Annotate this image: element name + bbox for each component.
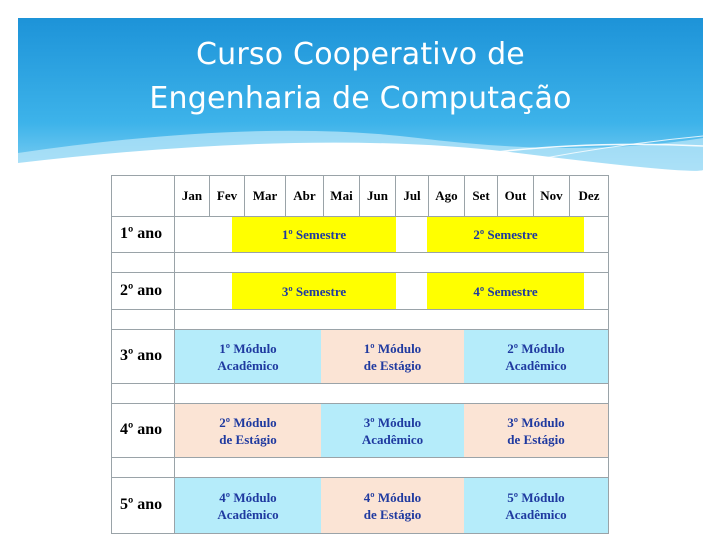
year-label: 4º ano [120, 421, 163, 438]
module-type: Acadêmico [217, 357, 279, 373]
month-header: Nov [533, 176, 569, 216]
academic-module-block [464, 478, 608, 533]
row-divider [112, 383, 608, 384]
module-title: 2º Módulo [507, 340, 565, 356]
internship-module-block [464, 404, 608, 457]
module-type: de Estágio [507, 431, 565, 447]
year-label: 2º ano [120, 281, 163, 299]
academic-module-block [464, 330, 608, 383]
module-title: 4º Módulo [219, 489, 277, 505]
module-type: Acadêmico [217, 506, 279, 522]
title-line-1: Curso Cooperativo de [196, 37, 525, 72]
semester-block: 1º Semestre [232, 217, 396, 252]
course-schedule-table [111, 175, 609, 534]
row-divider [112, 252, 608, 253]
semester-block: 3º Semestre [232, 273, 396, 309]
module-title: 1º Módulo [363, 340, 422, 356]
semester-block: 2º Semestre [427, 217, 584, 252]
module-type: de Estágio [363, 357, 422, 373]
semester-block: 4º Semestre [427, 273, 584, 309]
internship-module-block [175, 404, 321, 457]
module-title: 1º Módulo [219, 340, 277, 356]
module-title: 4º Módulo [363, 489, 422, 505]
module-title: 3º Módulo [507, 414, 565, 430]
month-header: Dez [569, 176, 608, 216]
module-type: Acadêmico [505, 357, 567, 373]
title-line-2: Engenharia de Computação [149, 81, 572, 116]
year-label: 3º ano [120, 347, 163, 364]
module-type: Acadêmico [361, 431, 424, 447]
module-title: 2º Módulo [219, 414, 277, 430]
month-header: Set [464, 176, 497, 216]
academic-module-block [321, 404, 464, 457]
month-header: Abr [285, 176, 323, 216]
module-type: de Estágio [363, 506, 422, 522]
row-divider [112, 309, 608, 310]
slide-title [18, 33, 703, 121]
year-label: 1º ano [120, 225, 163, 242]
month-header: Ago [428, 176, 464, 216]
month-header: Mai [323, 176, 359, 216]
month-header: Mar [244, 176, 285, 216]
academic-module-block [175, 478, 321, 533]
module-type: de Estágio [219, 431, 277, 447]
month-header: Jun [359, 176, 395, 216]
module-title: 3º Módulo [363, 414, 422, 430]
internship-module-block [321, 478, 464, 533]
academic-module-block [175, 330, 321, 383]
month-header: Out [497, 176, 533, 216]
internship-module-block [321, 330, 464, 383]
row-divider [112, 457, 608, 458]
month-header: Fev [209, 176, 244, 216]
month-header: Jul [395, 176, 428, 216]
module-title: 5º Módulo [507, 489, 565, 505]
month-header: Jan [174, 176, 209, 216]
year-label: 5º ano [120, 496, 163, 513]
module-type: Acadêmico [505, 506, 567, 522]
